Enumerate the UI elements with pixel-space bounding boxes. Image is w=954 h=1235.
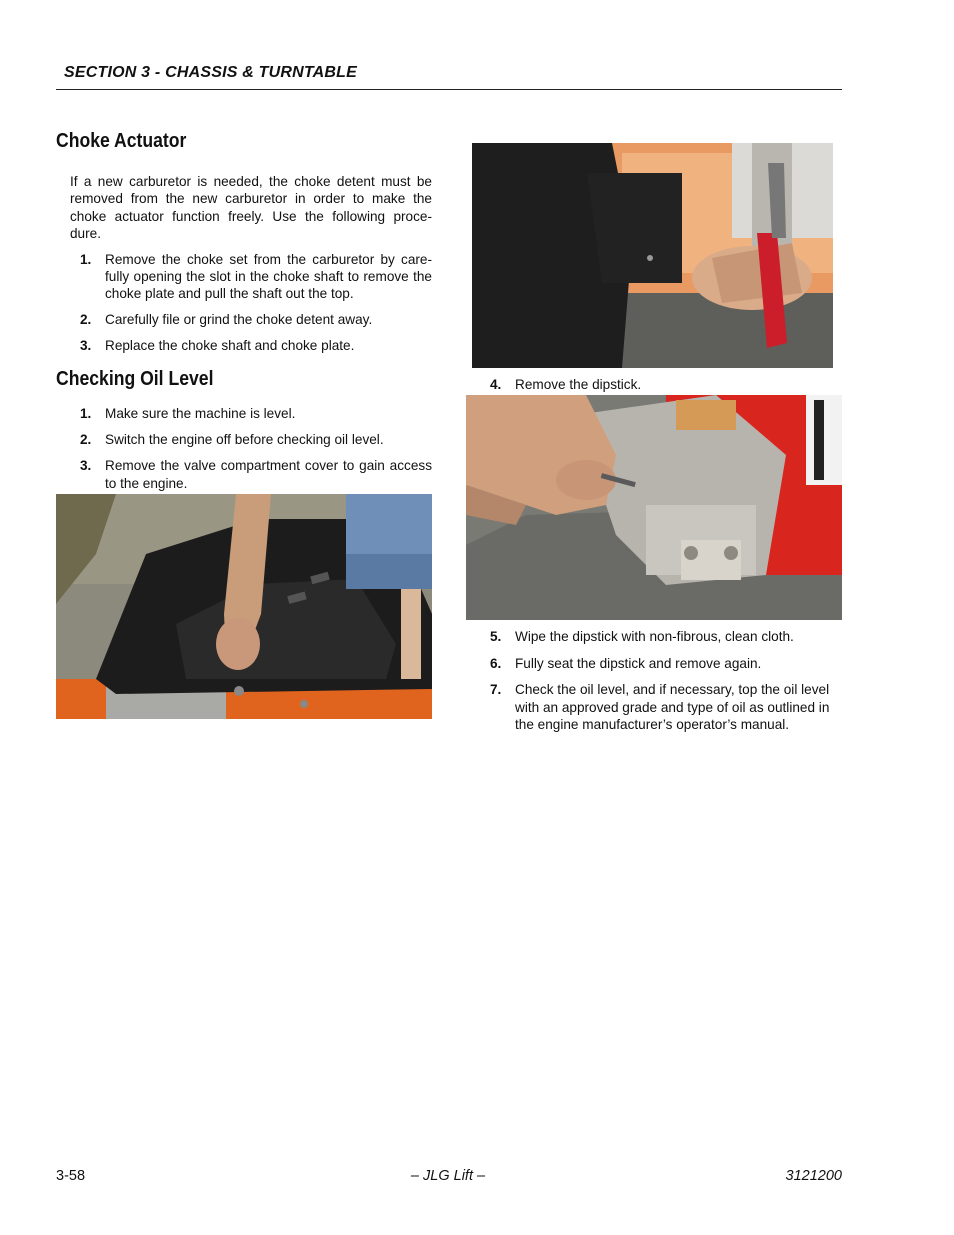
- valve-cover-illustration: [56, 494, 432, 719]
- header-rule: [56, 89, 842, 90]
- footer-center: – JLG Lift –: [410, 1168, 486, 1184]
- right-column: [466, 143, 842, 733]
- choke-intro: If a new carburetor is needed, the choke detent must be removed from the new carburetor in order to make the choke actuator function freely. Use the following proce- dure.: [70, 174, 432, 242]
- list-item: 5. Wipe the dipstick with non-fibrous, clean cloth.: [490, 629, 794, 645]
- left-column: [56, 130, 432, 719]
- choke-actuator-heading: Choke Actuator: [56, 130, 187, 152]
- list-item: 4. Remove the dipstick.: [490, 377, 642, 392]
- dipstick-photo: [466, 395, 842, 620]
- list-item: 2. Carefully file or grind the choke detent away.: [80, 311, 373, 327]
- page-number: 3-58: [56, 1168, 86, 1184]
- choke-pliers-photo: [472, 143, 833, 368]
- list-item: 6. Fully seat the dipstick and remove again.: [490, 655, 762, 671]
- list-item: 2. Switch the engine off before checking oil level.: [80, 432, 384, 448]
- oil-steps-left: [56, 405, 432, 493]
- document-number: 3121200: [785, 1168, 842, 1184]
- dipstick-illustration: [466, 395, 842, 620]
- list-item: 1. Remove the choke set from the carburetor by care- fully opening the slot in the choke shaft to remove the choke plate and pull the shaft out the top.: [80, 251, 432, 302]
- list-item: 7. Check the oil level, and if necessary, top the oil level with an approved grade and type of oil as outlined in the engine manufacturer’s operator’s manual.: [490, 682, 830, 733]
- list-item: 3. Replace the choke shaft and choke plate.: [80, 338, 355, 354]
- valve-cover-photo: [56, 494, 432, 719]
- oil-step-4: [466, 376, 842, 393]
- checking-oil-level-heading: Checking Oil Level: [56, 367, 214, 390]
- section-header: SECTION 3 - CHASSIS & TURNTABLE: [64, 64, 358, 81]
- oil-steps-right: [466, 628, 842, 733]
- list-item: 1. Make sure the machine is level.: [80, 405, 296, 421]
- choke-pliers-illustration: [472, 143, 833, 368]
- choke-steps: [56, 251, 432, 355]
- list-item: 3. Remove the valve compartment cover to gain access to the engine.: [80, 458, 432, 491]
